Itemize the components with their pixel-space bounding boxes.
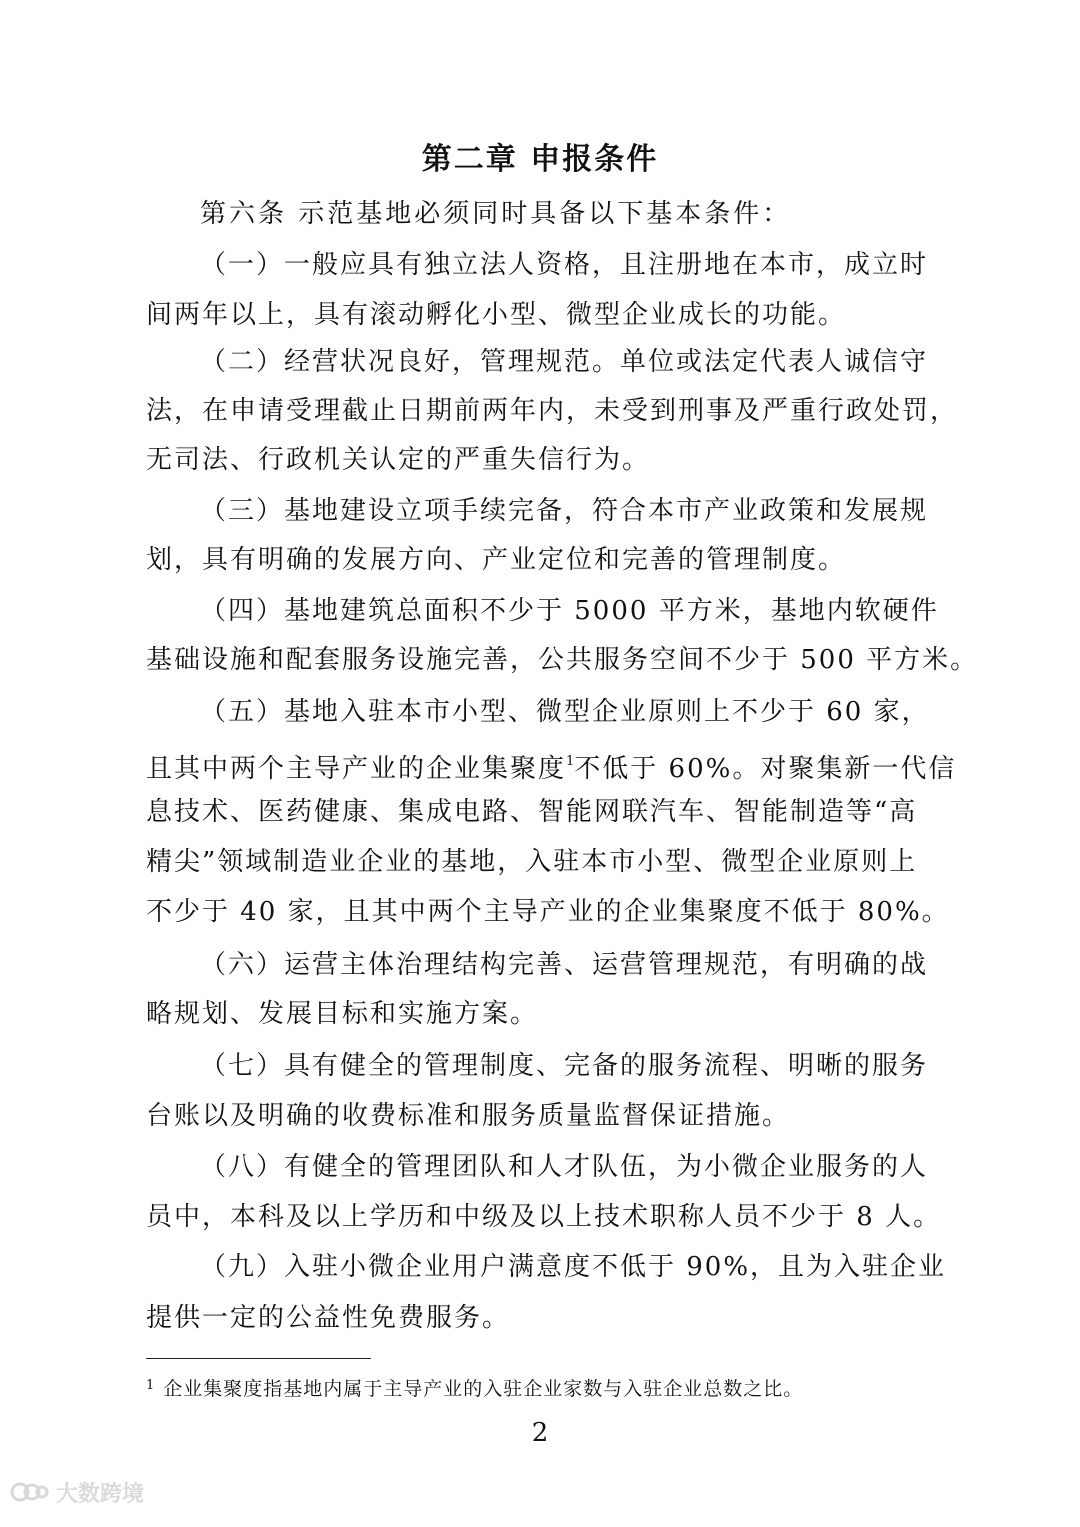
watermark xyxy=(10,1474,144,1510)
body-line: （三）基地建设立项手续完备，符合本市产业政策和发展规 xyxy=(200,496,929,526)
body-line: 提供一定的公益性免费服务。 xyxy=(146,1303,511,1333)
footnote-divider xyxy=(146,1358,371,1359)
body-line: 台账以及明确的收费标准和服务质量监督保证措施。 xyxy=(146,1101,791,1131)
footnote-reference: 1 xyxy=(566,754,575,769)
body-line: 无司法、行政机关认定的严重失信行为。 xyxy=(146,445,651,475)
body-line: （五）基地入驻本市小型、微型企业原则上不少于 60 家， xyxy=(200,697,930,727)
chapter-title: 第二章 申报条件 xyxy=(421,142,659,177)
footnote xyxy=(146,1373,803,1402)
body-line: （六）运营主体治理结构完善、运营管理规范，有明确的战 xyxy=(200,950,929,980)
watermark-text: 大数跨境 xyxy=(56,1481,145,1507)
page-number: 2 xyxy=(531,1418,549,1448)
body-line: （八）有健全的管理团队和人才队伍，为小微企业服务的人 xyxy=(200,1152,929,1182)
body-line: 精尖”领域制造业企业的基地，入驻本市小型、微型企业原则上 xyxy=(146,847,918,877)
body-line: 略规划、发展目标和实施方案。 xyxy=(146,999,539,1029)
body-line: （七）具有健全的管理制度、完备的服务流程、明晰的服务 xyxy=(200,1051,929,1081)
article-heading: 第六条 示范基地必须同时具备以下基本条件： xyxy=(200,199,792,229)
footnote-text: 企业集聚度指基地内属于主导产业的入驻企业家数与入驻企业总数之比。 xyxy=(163,1378,804,1400)
body-line-with-footnote xyxy=(146,740,956,791)
body-line: 间两年以上，具有滚动孵化小型、微型企业成长的功能。 xyxy=(146,300,847,330)
footnoted-text-after: 不低于 60%。对聚集新一代信 xyxy=(574,754,957,784)
brand-logo-icon xyxy=(10,1477,50,1507)
body-line: 基础设施和配套服务设施完善，公共服务空间不少于 500 平方米。 xyxy=(146,645,979,675)
footnoted-text-before: 且其中两个主导产业的企业集聚度 xyxy=(146,754,567,784)
footnote-number: 1 xyxy=(146,1378,156,1393)
body-line: （一）一般应具有独立法人资格，且注册地在本市，成立时 xyxy=(200,250,929,280)
body-line: 划，具有明确的发展方向、产业定位和完善的管理制度。 xyxy=(146,545,847,575)
body-line: （九）入驻小微企业用户满意度不低于 90%，且为入驻企业 xyxy=(200,1252,947,1282)
body-line: 员中，本科及以上学历和中级及以上技术职称人员不少于 8 人。 xyxy=(146,1202,942,1232)
body-line: 法，在申请受理截止日期前两年内，未受到刑事及严重行政处罚， xyxy=(146,396,959,426)
body-line: 不少于 40 家，且其中两个主导产业的企业集聚度不低于 80%。 xyxy=(146,897,950,927)
body-line: 息技术、医药健康、集成电路、智能网联汽车、智能制造等“高 xyxy=(146,797,918,827)
body-line: （四）基地建筑总面积不少于 5000 平方米，基地内软硬件 xyxy=(200,596,939,626)
body-line: （二）经营状况良好，管理规范。单位或法定代表人诚信守 xyxy=(200,347,929,377)
